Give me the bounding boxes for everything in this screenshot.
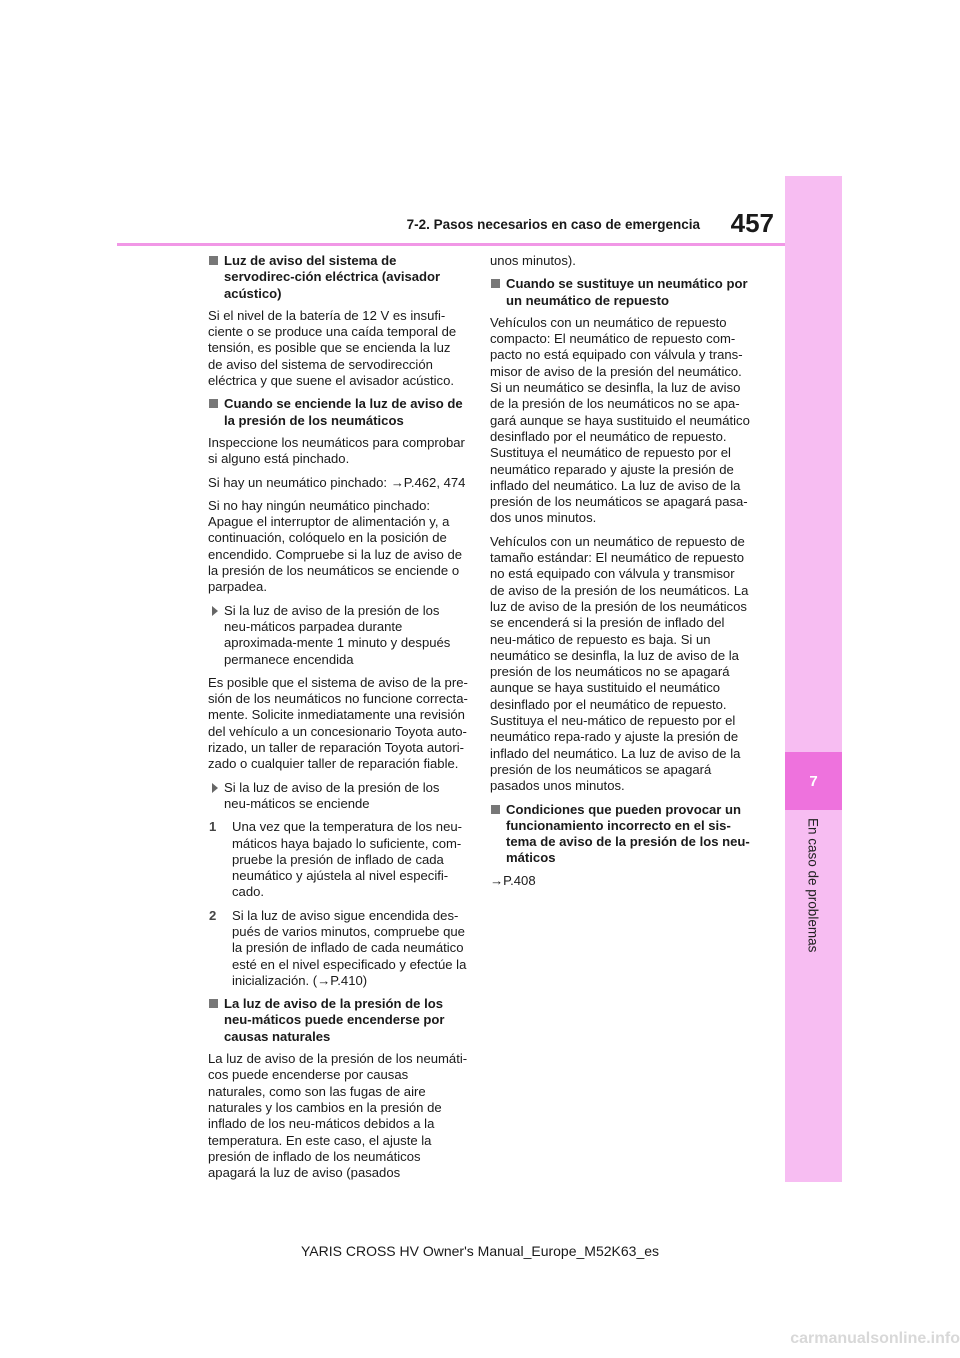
square-bullet-icon [491, 279, 500, 288]
bullet-flashing [208, 603, 468, 668]
heading-text: Condiciones que pueden provocar un funcionamiento incorrecto en el sis-tema de aviso de la presión de los neu-máticos [506, 801, 750, 866]
watermark: carmanualsonline.info [790, 1330, 960, 1347]
chapter-tab-strip [785, 176, 842, 1182]
chapter-number-tab[interactable]: 7 [785, 752, 842, 810]
step-text: Si la luz de aviso sigue encendida des-pués de varios minutos, compruebe que la presión de inflado de cada neumático esté en el nivel especificado y efectúe la inicialización. (→P.410) [232, 907, 467, 988]
page-reference: →P.408 [490, 872, 536, 888]
triangle-bullet-icon [212, 783, 218, 793]
heading-text: Cuando se sustituye un neumático por un neumático de repuesto [506, 276, 748, 308]
square-bullet-icon [209, 399, 218, 408]
bullet-text: Si la luz de aviso de la presión de los neu-máticos se enciende [224, 779, 440, 811]
square-bullet-icon [209, 256, 218, 265]
triangle-bullet-icon [212, 606, 218, 616]
heading-tire-pressure-light [208, 396, 468, 429]
heading-text: Luz de aviso del sistema de servodirec-ción eléctrica (avisador acústico) [224, 253, 441, 301]
square-bullet-icon [491, 805, 500, 814]
bullet-text: Si la luz de aviso de la presión de los neu-máticos parpadea durante aproximada-mente 1 minuto y después permanece encendida [224, 602, 451, 667]
paragraph: Inspeccione los neumáticos para comprobar si alguno está pinchado. [208, 434, 465, 467]
step-1 [208, 819, 468, 900]
step-number: 1 [209, 819, 217, 835]
step-text: Una vez que la temperatura de los neu-máticos haya bajado lo suficiente, com-pruebe la presión de inflado de cada neumático y ajústela al nivel especifi-cado. [232, 819, 463, 900]
paragraph: Vehículos con un neumático de repuesto compacto: El neumático de repuesto com-pacto no está equipado con válvula y trans-misor de aviso de la presión del neumático. Si un neumático se desinfla, la luz de aviso de la presión de los neumáticos no se apa-gará aunque se haya sustituido el neumático desinflado por el neumático de repuesto. Sustituya el neumático de repuesto por el neumático reparado y ajuste la presión de inflado del neumático. La luz de aviso de la presión de los neumáticos se apagará pasa-dos unos minutos. [490, 314, 750, 526]
heading-natural-causes [208, 996, 468, 1045]
square-bullet-icon [209, 999, 218, 1008]
paragraph: Vehículos con un neumático de repuesto de tamaño estándar: El neumático de repuesto no está equipado con válvula y transmisor de aviso de la presión de los neumáticos. La luz de aviso de la presión de los neumáticos se encenderá si la presión de inflado del neu-mático de repuesto es baja. Si un neumático se desinfla, la luz de aviso de la presión de los neumáticos no se apagará aunque se haya sustituido el neumático desinflado por el neumático de repuesto. Sustituya el neu-mático de repuesto por el neumático repa-rado y ajuste la presión de inflado del neumático. La luz de aviso de la presión de los neumáticos se apagará pasados unos minutos. [490, 533, 749, 794]
heading-text: La luz de aviso de la presión de los neu-máticos puede encenderse por causas naturales [224, 996, 445, 1044]
step-number: 2 [209, 907, 217, 923]
paragraph: Si no hay ningún neumático pinchado: Apague el interruptor de alimentación y, a continuación, colóquelo en la posición de encendido. Compruebe si la luz de aviso de la presión de los neumáticos se enciende o parpadea. [208, 497, 463, 595]
right-column [490, 253, 750, 896]
manual-footer: YARIS CROSS HV Owner's Manual_Europe_M52K63_es [300, 1243, 660, 1259]
paragraph: La luz de aviso de la presión de los neumáti-cos puede encenderse por causas naturales, como son las fugas de aire naturales y los cambios en la presión de inflado de los neu-máticos debidos a la temperatura. En este caso, el ajuste la presión de inflado de los neumáticos apagará la luz de aviso (pasados [208, 1051, 468, 1181]
paragraph: Si el nivel de la batería de 12 V es insufi-ciente o se produce una caída temporal de tensión, es posible que se encienda la luz de aviso del sistema de servodirección eléctrica y que suene el avisador acústico. [208, 307, 457, 389]
section-title: 7-2. Pasos necesarios en caso de emergencia [406, 217, 700, 232]
step-2 [208, 908, 468, 989]
heading-power-steering [208, 253, 468, 302]
heading-text: Cuando se enciende la luz de aviso de la presión de los neumáticos [224, 396, 463, 428]
heading-spare-tire [490, 276, 750, 309]
left-column [208, 253, 468, 1188]
paragraph-flat-tire-ref: Si hay un neumático pinchado: →P.462, 474 [208, 474, 466, 490]
paragraph: unos minutos). [490, 253, 576, 268]
bullet-lit [208, 780, 468, 813]
page-number: 457 [730, 208, 774, 238]
heading-malfunction-conditions [490, 802, 750, 867]
paragraph: Es posible que el sistema de aviso de la pre-sión de los neumáticos no funcione correcta-mente. Solicite inmediatamente una revisión del vehículo a un concesionario Toyota auto-rizado, un taller de reparación Toyota autori-zado o cualquier taller de reparación fiable. [208, 674, 468, 772]
header-divider [117, 243, 785, 246]
chapter-title-vertical: En caso de problemas [805, 818, 821, 953]
